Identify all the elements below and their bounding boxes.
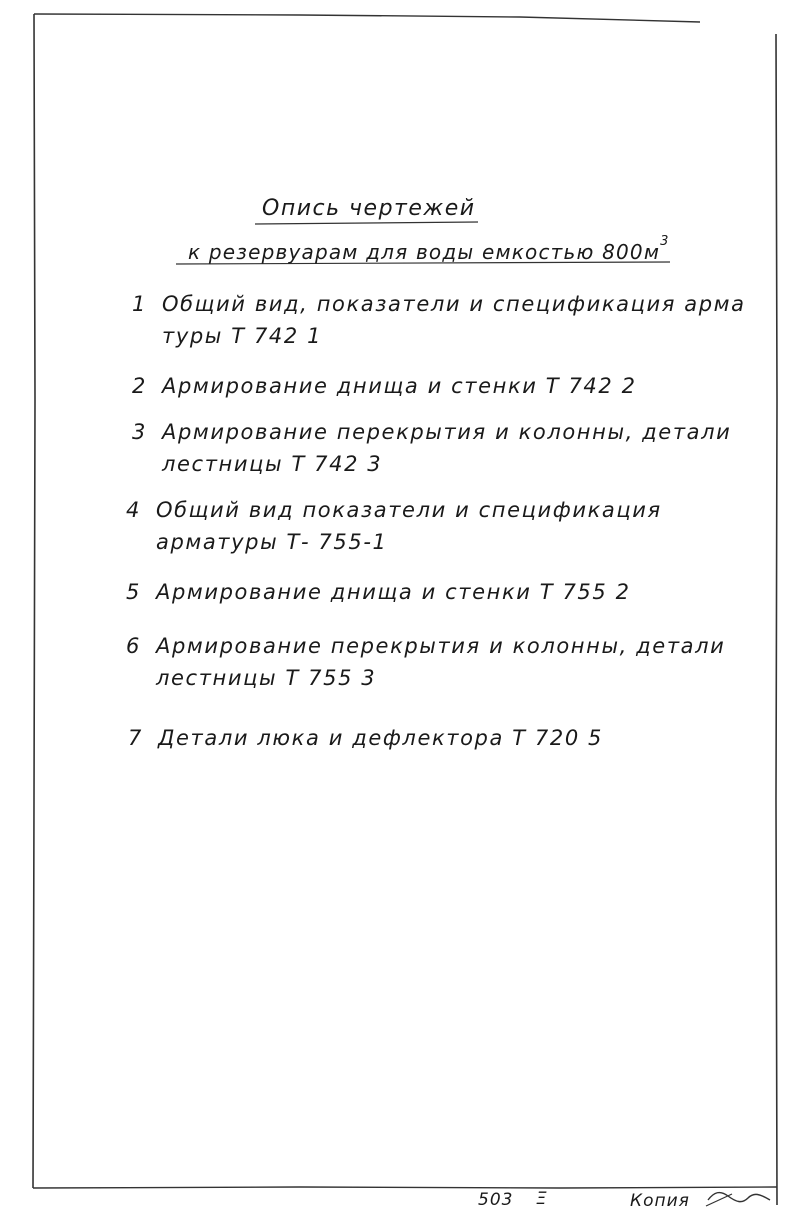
item-number: 3	[132, 420, 147, 444]
item-text-continued: лестницы Т 742 3	[162, 452, 383, 476]
title-line-1: Опись чертежей	[262, 196, 476, 221]
signature-stroke	[706, 1194, 732, 1206]
item-text: Детали люка и дефлектора Т 720 5	[158, 726, 604, 750]
list-item-1	[132, 288, 746, 352]
copy-label: Копия	[630, 1191, 690, 1211]
item-text: Армирование перекрытия и колонны, детали	[156, 634, 726, 658]
item-text: Армирование днища и стенки Т 742 2	[162, 374, 637, 398]
list-item-3	[132, 416, 731, 480]
title-line-2	[188, 234, 670, 264]
item-text: Общий вид, показатели и спецификация арма	[162, 292, 746, 316]
title-superscript: 3	[660, 234, 670, 250]
item-text-continued: лестницы Т 755 3	[156, 666, 377, 690]
footer-mark: Ξ	[536, 1189, 548, 1209]
page-number: 503	[478, 1190, 514, 1210]
item-number: 6	[126, 634, 141, 658]
title-underline-1	[255, 222, 478, 224]
list-item-4	[126, 494, 662, 558]
frame-top-line	[34, 14, 700, 22]
item-text-continued: арматуры Т- 755-1	[156, 530, 388, 554]
list-item-6	[126, 630, 725, 694]
frame-right-line	[776, 34, 777, 1205]
item-text: Армирование перекрытия и колонны, детали	[162, 420, 732, 444]
item-number: 7	[128, 726, 143, 750]
item-number: 5	[126, 580, 141, 604]
item-text-continued: туры Т 742 1	[162, 324, 323, 348]
title-line-2-text: к резервуарам для воды емкостью 800м	[188, 240, 661, 264]
frame-left-line	[33, 14, 35, 1188]
list-item-2	[132, 370, 637, 402]
item-number: 2	[132, 374, 147, 398]
list-item-5	[126, 576, 631, 608]
item-number: 4	[126, 498, 141, 522]
item-number: 1	[132, 292, 147, 316]
item-text: Общий вид показатели и спецификация	[156, 498, 662, 522]
frame-bottom-line	[33, 1187, 777, 1188]
item-text: Армирование днища и стенки Т 755 2	[156, 580, 631, 604]
list-item-7	[128, 722, 603, 754]
